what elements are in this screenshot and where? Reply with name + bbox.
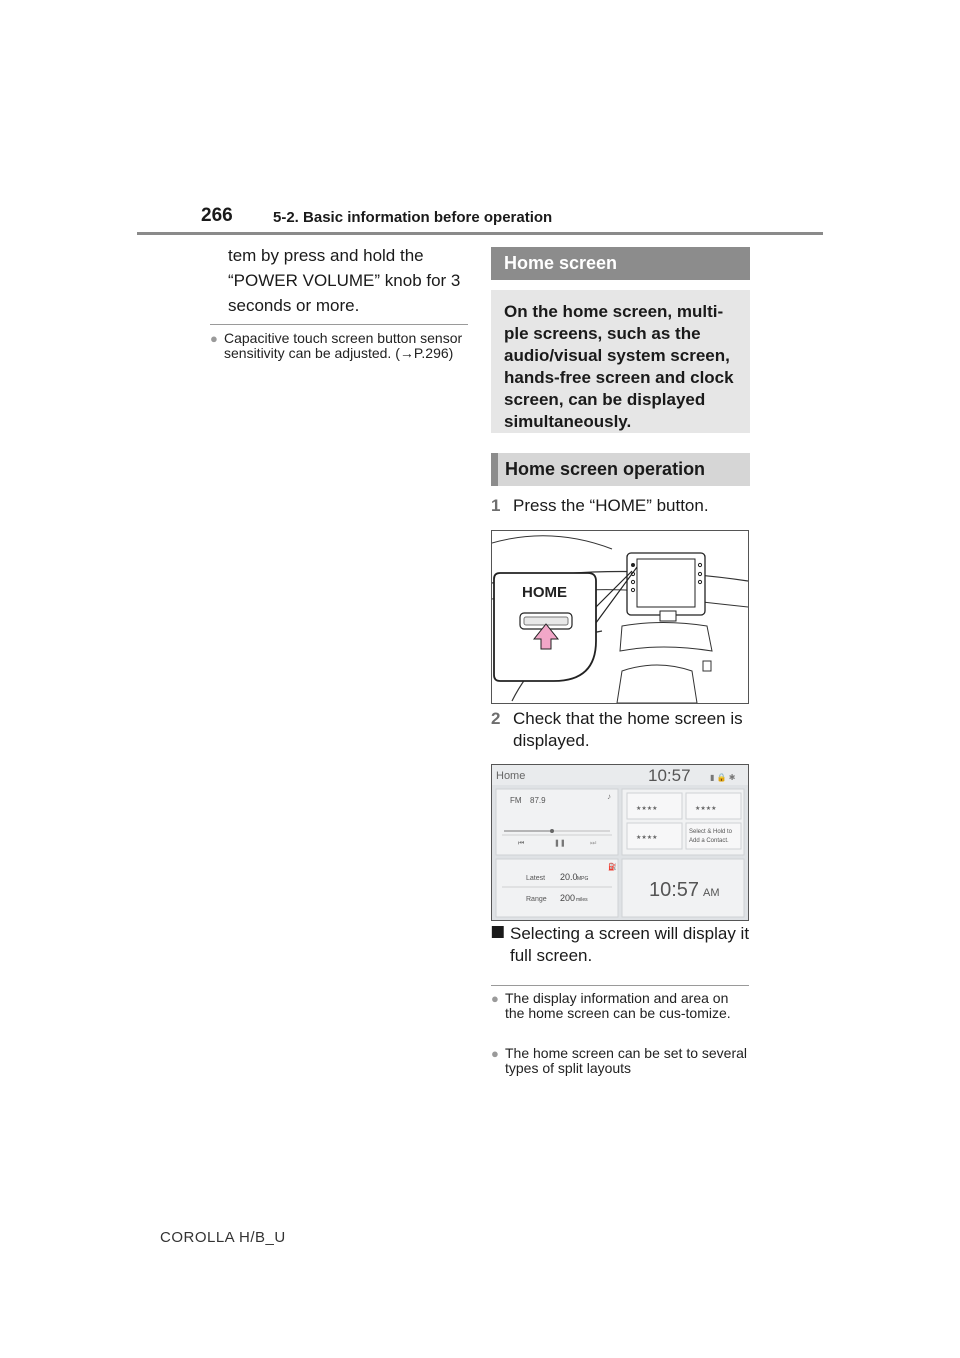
note-item (491, 1046, 749, 1076)
step-text: Press the “HOME” button. (513, 496, 709, 515)
fuel-pump-icon: ⛽ (608, 864, 617, 871)
previous-track-icon: ⏮ (518, 840, 525, 847)
step-2 (491, 708, 753, 752)
step-1 (491, 495, 753, 517)
audio-frequency: 87.9 (530, 796, 546, 805)
favorite-contact: ★★★★ (636, 806, 658, 812)
range-label: Range (526, 896, 547, 903)
next-track-icon: ⏭ (590, 840, 597, 847)
note-text: The home screen can be set to several types of split layouts (505, 1045, 748, 1076)
diamond-bullet-icon: ⯀ (491, 924, 505, 943)
audio-band: FM (510, 796, 522, 805)
latest-unit: MPG (577, 876, 589, 882)
notes-divider (210, 324, 468, 325)
note-item (491, 991, 749, 1021)
range-value: 200 (560, 893, 576, 903)
home-screen-illustration (491, 764, 749, 921)
clock-ampm: AM (703, 887, 720, 899)
step-number: 2 (491, 709, 501, 728)
status-icons: ▮ 🔒 ✱ (710, 773, 736, 782)
bullet-dot-icon: ● (491, 991, 499, 1006)
home-screen-title: Home screen (491, 247, 750, 280)
operation-title: Home screen operation (491, 453, 750, 486)
footer-model: COROLLA H/B_U (160, 1229, 286, 1246)
home-screen-drawing (492, 765, 748, 920)
range-unit: miles (576, 897, 588, 903)
dashboard-illustration (491, 530, 749, 704)
contact-hint-line1: Select & Hold to (689, 829, 733, 835)
step-number: 1 (491, 496, 501, 515)
step-text: Check that the home screen is displayed. (513, 709, 743, 750)
note-text: The display information and area on the home screen can be cus-tomize. (505, 990, 731, 1021)
pause-icon: ❚❚ (554, 840, 566, 847)
page-number: 266 (201, 205, 233, 226)
bullet-dot-icon: ● (491, 1046, 499, 1061)
selection-bullet (491, 923, 753, 967)
favorite-contact: ★★★★ (695, 806, 717, 812)
home-screen-title-text: Home (496, 770, 526, 782)
status-time: 10:57 (648, 766, 691, 785)
note-text: Capacitive touch screen button sensor sensitivity can be adjusted. (→P.296) (224, 330, 463, 361)
dashboard-drawing (492, 531, 748, 703)
contact-hint-line2: Add a Contact. (689, 838, 729, 844)
favorite-contact: ★★★★ (636, 835, 658, 841)
continued-paragraph: tem by press and hold the “POWER VOLUME” knob for 3 seconds or more. (228, 246, 461, 315)
clock-time: 10:57 (649, 879, 700, 901)
bullet-dot-icon: ● (210, 331, 218, 346)
bullet-text: Selecting a screen will display it full screen. (510, 924, 750, 965)
home-screen-summary: On the home screen, multi-ple screens, such as the audio/visual system screen, hands-free screen and clock screen, can be displayed simultaneously. (491, 290, 750, 433)
latest-label: Latest (526, 875, 546, 882)
section-title: 5-2. Basic information before operation (273, 209, 553, 226)
notes-divider (491, 985, 749, 986)
latest-value: 20.0 (560, 872, 578, 882)
music-note-icon: ♪ (607, 792, 611, 801)
header-divider (137, 232, 823, 235)
home-button-label: HOME (522, 584, 567, 601)
note-item (210, 331, 468, 361)
